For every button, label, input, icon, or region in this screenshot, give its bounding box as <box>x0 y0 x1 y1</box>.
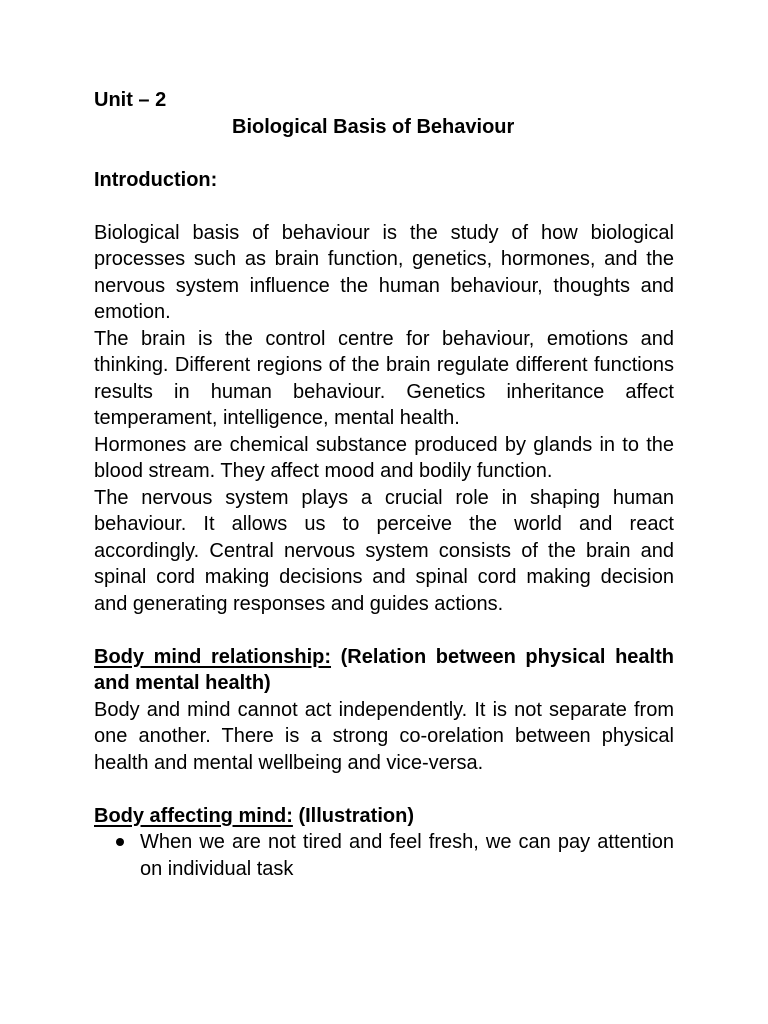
body-mind-heading <box>94 644 674 697</box>
unit-label: Unit – 2 <box>94 89 167 111</box>
list-item-text: When we are not tired and feel fresh, we can pay attention on individual task <box>140 831 674 880</box>
body-affecting-list <box>94 829 674 882</box>
body-affecting-heading <box>94 803 674 830</box>
body-affecting-heading-note: (Illustration) <box>292 804 414 827</box>
intro-paragraph-4: The nervous system plays a crucial role in shaping human behaviour. It allows us to perceive the world and react accordingly. Central nervous system consists of the brain and spinal cord making decisions and spinal cord making decision and generating responses and guides actions. <box>94 486 674 615</box>
intro-paragraph-1: Biological basis of behaviour is the study of how biological processes such as brain function, genetics, hormones, and the nervous system influence the human behaviour, thoughts and emotion. <box>94 221 674 323</box>
body-mind-heading-note: (Relation between physical health and mental health) <box>94 645 674 694</box>
bullet-icon <box>116 838 124 846</box>
page-title: Biological Basis of Behaviour <box>232 115 515 138</box>
body-mind-heading-label: Body mind relationship: <box>94 645 332 668</box>
intro-paragraph-3: Hormones are chemical substance produced by glands in to the blood stream. They affect mood and bodily function. <box>94 433 674 482</box>
body-mind-paragraph: Body and mind cannot act independently. It is not separate from one another. There is a strong co-orelation between physical health and mental wellbeing and vice-versa. <box>94 698 674 774</box>
body-affecting-heading-label: Body affecting mind: <box>94 804 293 827</box>
list-item <box>94 829 674 882</box>
introduction-heading: Introduction: <box>94 168 218 191</box>
intro-paragraph-2: The brain is the control centre for behaviour, emotions and thinking. Different regions of the brain regulate different functions results in human behaviour. Genetics inheritance affect temperament, intelligence, mental health. <box>94 327 674 429</box>
document-content <box>94 87 674 882</box>
